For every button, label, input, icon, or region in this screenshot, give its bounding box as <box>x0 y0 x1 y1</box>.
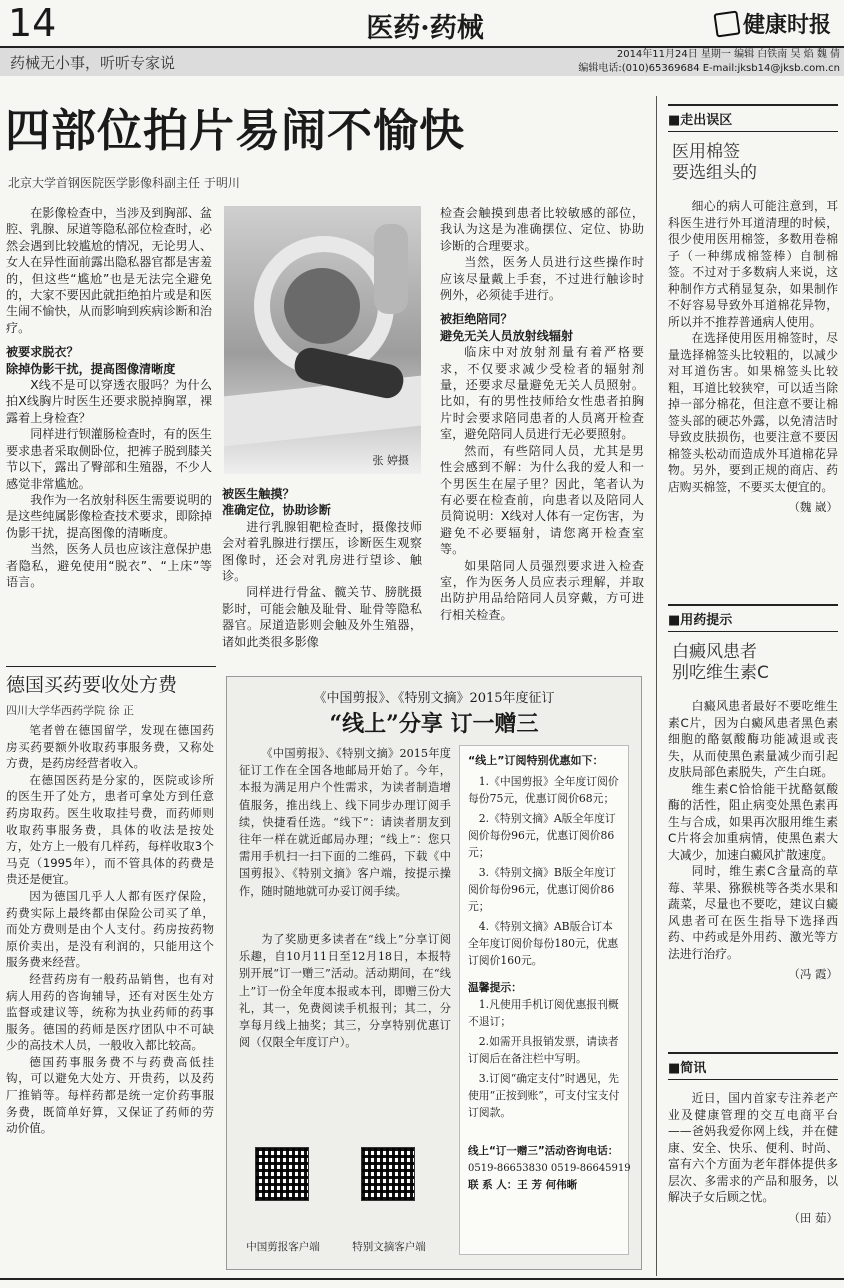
subheading: 被拒绝陪同？ <box>440 312 513 327</box>
paragraph: 同样进行钡灌肠检查时，有的医生要求患者采取侧卧位，把裤子脱到膝关节以下，露出了臀部和生殖器，不少人感觉非常尴尬。 <box>6 427 212 491</box>
sidebar-section-myths <box>668 104 838 515</box>
second-headline: 德国买药要收处方费 <box>6 674 178 696</box>
qr-caption-2: 特别文摘客户端 <box>352 1241 426 1253</box>
offer-item: 2.《特别文摘》A版全年度订阅价每份96元，优惠订阅价86元； <box>468 812 616 859</box>
tip-list <box>468 996 620 1121</box>
section-label-news: ■简讯 <box>668 1061 707 1076</box>
hotline-label: 线上“订一赠三”活动咨询电话： <box>468 1145 619 1157</box>
offer-item: 1.凡使用手机订阅优惠报刊概不退订； <box>468 998 619 1028</box>
main-article-col2 <box>222 478 422 650</box>
qr-code-2[interactable] <box>361 1147 415 1201</box>
tagline: 药械无小事，听听专家说 <box>10 54 176 72</box>
paragraph: 同样进行骨盆、髋关节、膀胱摄影时，可能会触及耻骨、耻骨等隐私器官。尿道造影则会触及外生殖器，诸如此类很多影像 <box>222 585 422 649</box>
offer-item: 3.《特别文摘》B版全年度订阅价每份96元，优惠订阅价86元； <box>468 866 616 913</box>
ad-promo-text: 为了奖励更多读者在“线上”分享订阅乐趣，自10月11日至12月18日，本报特别开展“订一赠三”活动。活动期间，在“线上”订一份全年度本报或本刊，即赠三份大礼，其一，免费阅读手机报刊；其二，分享每月线上抽奖；其三，分享特别优惠订阅（仅限全年度订户）。 <box>239 933 451 1050</box>
medication-body <box>668 698 838 962</box>
section-label-myths: ■走出误区 <box>668 113 733 128</box>
title-line: 白癜风患者 <box>672 642 757 662</box>
contact-line: 编辑电话:(010)65369684 E-mail:jksb14@jksb.com.cn <box>578 63 840 74</box>
section-label-medication: ■用药提示 <box>668 613 733 628</box>
contact-person: 联 系 人：王 芳 何伟晰 <box>468 1179 578 1191</box>
subheading: 被医生触摸？ <box>222 487 295 501</box>
date-editor-line: 2014年11月24日 星期一 编辑 白铁南 吴 焰 魏 倩 <box>616 49 840 60</box>
ad-slogan: “线上”分享 订一赠三 <box>329 711 539 737</box>
ad-intro-text: 《中国剪报》、《特别文摘》2015年度征订工作在全国各地邮局开始了。今年，本报为满足用户个性需求，为读者制造增值服务，推出线上、线下同步办理订阅手续，快捷看任选。“线下”：请读者朋友到往年一样在就近邮局办理；“线上”：您只需用手机扫一扫下面的二维码，下载《中国剪报》、《特别文摘》客户端，按提示操作，随时随地就可办妥订阅手续。 <box>239 747 451 898</box>
paragraph: 维生素C恰恰能干扰酪氨酸酶的活性，阻止病变处黑色素再生与合成，如果再次服用维生素C片将会加重病情，使黑色素大大减少，加速白癜风扩散速度。 <box>668 781 838 862</box>
ct-scan-photo <box>224 206 421 474</box>
second-article-body <box>6 722 214 1137</box>
paragraph: 因为德国几乎人人都有医疗保险，药费实际上最终都由保险公司买了单，而处方费则是由个人支付。药房按药物原价卖出，是没有利润的，只能用这个服务费来经营。 <box>6 888 214 970</box>
offer-item: 1.《中国剪报》全年度订阅价每份75元，优惠订阅价68元； <box>468 775 619 805</box>
medication-title <box>672 642 838 684</box>
paragraph: 在德国医药是分家的，医院或诊所的医生开了处方，患者可拿处方到任意药房取药。医生收取挂号费，而药师则收取药事服务费，具体的收法是按处方，处方上一般有几样药，每样收取3个马克（1995年），而不管具体的药费是贵还是便宜。 <box>6 772 214 887</box>
offer-item: 2.如需开具报销发票，请读者订阅后在备注栏中写明。 <box>468 1035 619 1065</box>
main-byline: 北京大学首钢医院医学影像科副主任 于明川 <box>8 176 240 190</box>
paragraph: 德国药事服务费不与药费高低挂钩，可以避免大处方、开贵药，以及药厂推销等。每样药都是统一定价药事服务费，既简单好算，又保证了药师的劳动价值。 <box>6 1054 214 1136</box>
main-article-col1 <box>6 205 212 590</box>
myths-body <box>668 198 838 495</box>
hotline-number: 0519-86653830 0519-86645919 <box>468 1163 631 1174</box>
qr-caption-1: 中国剪报客户端 <box>246 1241 320 1253</box>
main-article-col3 <box>440 205 644 623</box>
news-signature: （田 茹） <box>788 1210 838 1225</box>
main-headline: 四部位拍片易闹不愉快 <box>5 104 466 157</box>
logo-mark-icon <box>713 10 740 37</box>
paragraph: 白癜风患者最好不要吃维生素C片，因为白癜风患者黑色素细胞的酪氨酸酶功能减退或丧失，从而使黑色素量减少而引起皮肤局部色素脱失，产生白斑。 <box>668 699 838 779</box>
paragraph: 同时，维生素C含量高的草莓、苹果、猕猴桃等各类水果和蔬菜，尽量也不要吃，建议白癜风患者可在医生指导下选择西药、中药或是外用药、激光等方法进行治疗。 <box>668 864 838 961</box>
paragraph: 如果陪同人员强烈要求进入检查室，作为医务人员应表示理解，并取出防护用品给陪同人员穿戴，方可进行相关检查。 <box>440 558 644 622</box>
sidebar-section-medication <box>668 604 838 982</box>
title-line: 别吃维生素C <box>672 663 769 683</box>
title-line: 医用棉签 <box>672 142 740 162</box>
paragraph: 近日，国内首家专注养老产业及健康管理的交互电商平台——爸妈我爱你网上线，并在健康、安全、快乐、便利、时尚、富有六个方面为老年群体提供多层次、多需求的产品和服务，以解决子女后顾之忧。 <box>668 1091 838 1204</box>
title-line: 要选组头的 <box>672 163 757 183</box>
paragraph: 临床中对放射剂量有着严格要求，不仅要求减少受检者的辐射剂量，还要求尽量避免无关人员照射。比如，有的男性技师给女性患者拍胸片时会要求陪同患者的人员离开检查室，避免陪同人员进行无必要照射。 <box>440 345 644 442</box>
offer-item: 4.《特别文摘》AB版合订本全年度订阅价每份180元，优惠订阅价160元。 <box>468 920 619 967</box>
paragraph: 经营药房有一般药品销售，也有对病人用药的咨询辅导，还有对医生处方监督或建议等，统称为执业药师的药事服务。德国的药师是医疗团队中不可缺少的高技术人员，一般收入都比较高。 <box>6 971 214 1053</box>
paragraph: X线不是可以穿透衣服吗？为什么拍X线胸片时医生还要求脱掉胸罩，裸露着上身检查？ <box>6 378 212 425</box>
page-number: 14 <box>8 1 57 45</box>
paragraph: 进行乳腺钼靶检查时，摄像技师会对着乳腺进行摆压，诊断医生观察图像时，还会对乳房进行望诊、触诊。 <box>222 519 422 584</box>
paragraph: 细心的病人可能注意到，耳科医生进行外耳道清理的时候，很少使用医用棉签，多数用卷棉子（一种绑成棉签棒）自制棉签。不过对于多数病人来说，这种制作方式稍显复杂，如果制作不好容易导致外耳道棉花异物，所以并不推荐普通病人使用。 <box>668 199 838 329</box>
offer-heading: “线上”订阅特别优惠如下： <box>468 754 604 767</box>
ad-title: 《中国剪报》、《特别文摘》2015年度征订 <box>313 691 555 706</box>
photo-credit: 张 婷摄 <box>372 454 409 467</box>
second-byline: 四川大学华西药学院 徐 正 <box>6 704 134 717</box>
sidebar-section-news <box>668 1052 838 1226</box>
myths-signature: （魏 崴） <box>788 500 838 514</box>
medication-signature: （冯 霞） <box>788 967 838 981</box>
subheading: 准确定位，协助诊断 <box>222 503 331 518</box>
paragraph: 检查会触摸到患者比较敏感的部位，我认为这是为准确摆位、定位、协助诊断的合理要求。 <box>440 206 644 253</box>
subheading: 除掉伪影干扰，提高图像清晰度 <box>6 361 176 376</box>
paragraph: 当然，医务人员也应该注意保护患者隐私，避免使用“脱衣”、“上床”等语言。 <box>6 542 212 589</box>
paragraph: 然而，有些陪同人员，尤其是男性会感到不解：为什么我的爱人和一个男医生在屋子里？因此，笔者认为有必要在检查前，向患者以及陪同人员简说明：X线对人体有一定伤害，为避免不必要辐射，请您离开检查室等。 <box>440 443 644 557</box>
tip-heading: 温馨提示： <box>468 981 522 994</box>
paragraph: 当然，医务人员进行这些操作时应该尽量戴上手套，不过进行触诊时例外，必须徒手进行。 <box>440 255 644 303</box>
subscription-ad <box>226 676 642 1270</box>
logo-text: 健康时报 <box>743 12 832 38</box>
section-title: 医药·药械 <box>366 13 484 44</box>
paragraph: 笔者曾在德国留学，发现在德国药房买药要额外收取药事服务费，又称处方费，是药房经营者收入。 <box>6 723 214 771</box>
subheading: 避免无关人员放射线辐射 <box>440 328 574 343</box>
ad-offer-panel <box>459 745 629 1255</box>
myths-title <box>672 142 838 184</box>
newspaper-logo <box>715 8 831 39</box>
paragraph: 在选择使用医用棉签时，尽量选择棉签头比较粗的，以减少对耳道伤害。如果棉签头比较粗，耳道比较狭窄，可以适当除掉一部分棉花，但注意不要让棉签头部的硬芯外露，以免清洁时导致皮肤损伤，也要注意不要因棉签头松动而造成外耳道棉花异物。另外，要到正规的商店、药店购买棉签，不要买太便宜的。 <box>668 331 838 494</box>
news-body <box>668 1090 838 1206</box>
offer-list <box>468 773 620 969</box>
paragraph: 我作为一名放射科医生需要说明的是这些纯属影像检查技术要求，即除掉伪影干扰，提高图像的清晰度。 <box>6 492 212 540</box>
subheading: 被要求脱衣？ <box>6 345 79 360</box>
qr-code-1[interactable] <box>255 1147 309 1201</box>
offer-item: 3.订阅“确定支付”时遇见，先使用“正按到账”，可支付宝支付订阅款。 <box>468 1072 620 1119</box>
paragraph: 在影像检查中，当涉及到胸部、盆腔、乳腺、尿道等隐私部位检查时，必然会遇到比较尴尬的情况，无论男人、女人在异性面前露出隐私器官都是害羞的，但这些“尴尬”也是无法完全避免的，大家不要因此就拒绝拍片或是和医生闹不愉快，从而影响到疾病诊断和治疗。 <box>6 206 212 335</box>
